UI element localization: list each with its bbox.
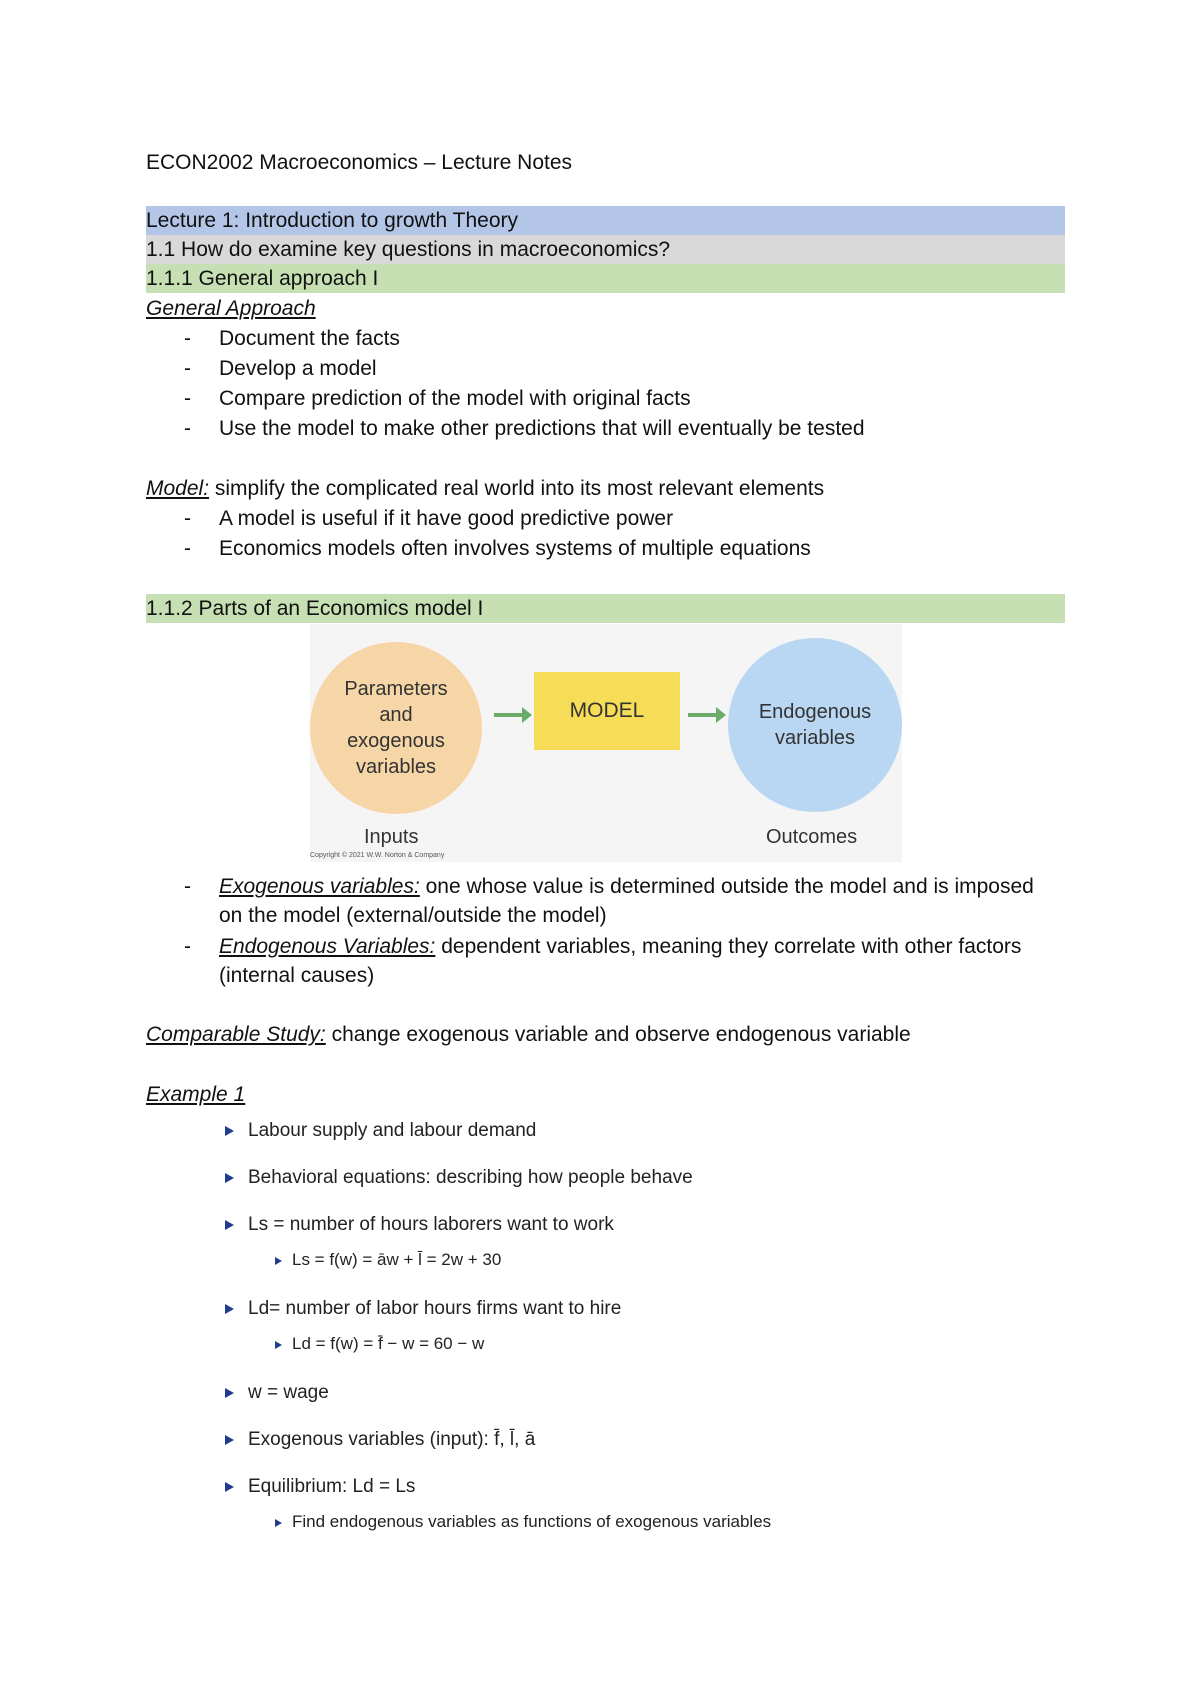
example-item: Ls = number of hours laborers want to work	[248, 1214, 614, 1235]
example-subitem: Find endogenous variables as functions of exogenous variables	[292, 1512, 772, 1531]
list-item: Document the facts	[219, 327, 400, 350]
model-box-label: MODEL	[569, 699, 645, 722]
subsection-heading-parts-of-model: 1.1.2 Parts of an Economics model I	[146, 594, 1065, 623]
triangle-bullet-icon	[225, 1388, 234, 1398]
lecture-heading: Lecture 1: Introduction to growth Theory	[146, 206, 1065, 235]
document-title: ECON2002 Macroeconomics – Lecture Notes	[146, 151, 573, 174]
triangle-bullet-icon	[275, 1341, 282, 1349]
inputs-circle	[310, 642, 482, 814]
triangle-bullet-icon	[225, 1220, 234, 1230]
example-subitem: Ls = f(w) = āw + l̄ = 2w + 30	[292, 1250, 502, 1269]
triangle-bullet-icon	[225, 1435, 234, 1445]
model-term: Model:	[146, 477, 210, 500]
model-diagram	[310, 624, 902, 862]
exogenous-definition	[219, 872, 1039, 930]
general-approach-label: General Approach	[146, 297, 316, 320]
dash-bullet: -	[184, 935, 191, 958]
example-item: Ld= number of labor hours firms want to hire	[248, 1298, 622, 1319]
dash-bullet: -	[184, 417, 191, 440]
list-item: Use the model to make other predictions that will eventually be tested	[219, 417, 865, 440]
model-box	[534, 672, 680, 750]
model-text: simplify the complicated real world into its most relevant elements	[209, 477, 825, 500]
arrow-right-icon	[494, 713, 526, 717]
example-label: Example 1	[146, 1083, 246, 1106]
exogenous-term: Exogenous variables:	[219, 875, 420, 898]
endogenous-term: Endogenous Variables:	[219, 935, 436, 958]
comparable-study	[146, 1020, 911, 1049]
model-definition	[146, 474, 824, 503]
dash-bullet: -	[184, 507, 191, 530]
list-item: A model is useful if it have good predictive power	[219, 507, 674, 530]
triangle-bullet-icon	[225, 1304, 234, 1314]
triangle-bullet-icon	[275, 1257, 282, 1265]
dash-bullet: -	[184, 357, 191, 380]
example-subitem: Ld = f(w) = f̄ − w = 60 − w	[292, 1334, 485, 1353]
triangle-bullet-icon	[225, 1482, 234, 1492]
section-heading: 1.1 How do examine key questions in macroeconomics?	[146, 235, 1065, 264]
example-item: Equilibrium: Ld = Ls	[248, 1476, 416, 1497]
example-item: Labour supply and labour demand	[248, 1120, 537, 1141]
inputs-label: Inputs	[364, 826, 419, 848]
outcomes-circle-label: Endogenous variables	[758, 701, 872, 749]
comparable-term: Comparable Study:	[146, 1023, 326, 1046]
dash-bullet: -	[184, 875, 191, 898]
arrow-right-icon	[688, 713, 720, 717]
inputs-circle-label: Parameters and exogenous variables	[344, 678, 448, 778]
exogenous-text: one whose value is determined outside the model and is imposed on the model (external/outside the model)	[219, 875, 1034, 927]
example-item: Exogenous variables (input): f̄, l̄, ā	[248, 1429, 536, 1450]
outcomes-circle	[728, 638, 902, 812]
list-item: Develop a model	[219, 357, 377, 380]
endogenous-definition	[219, 932, 1039, 990]
list-item: Compare prediction of the model with original facts	[219, 387, 691, 410]
dash-bullet: -	[184, 387, 191, 410]
triangle-bullet-icon	[275, 1519, 282, 1527]
triangle-bullet-icon	[225, 1126, 234, 1136]
list-item: Economics models often involves systems of multiple equations	[219, 537, 811, 560]
comparable-text: change exogenous variable and observe endogenous variable	[325, 1023, 911, 1046]
dash-bullet: -	[184, 537, 191, 560]
endogenous-text: dependent variables, meaning they correlate with other factors (internal causes)	[219, 935, 1022, 987]
example-item: w = wage	[248, 1382, 329, 1403]
example-item: Behavioral equations: describing how people behave	[248, 1167, 693, 1188]
triangle-bullet-icon	[225, 1173, 234, 1183]
dash-bullet: -	[184, 327, 191, 350]
subsection-heading-general-approach: 1.1.1 General approach I	[146, 264, 1065, 293]
outcomes-label: Outcomes	[766, 826, 858, 848]
copyright-note: Copyright © 2021 W.W. Norton & Company	[310, 852, 445, 859]
